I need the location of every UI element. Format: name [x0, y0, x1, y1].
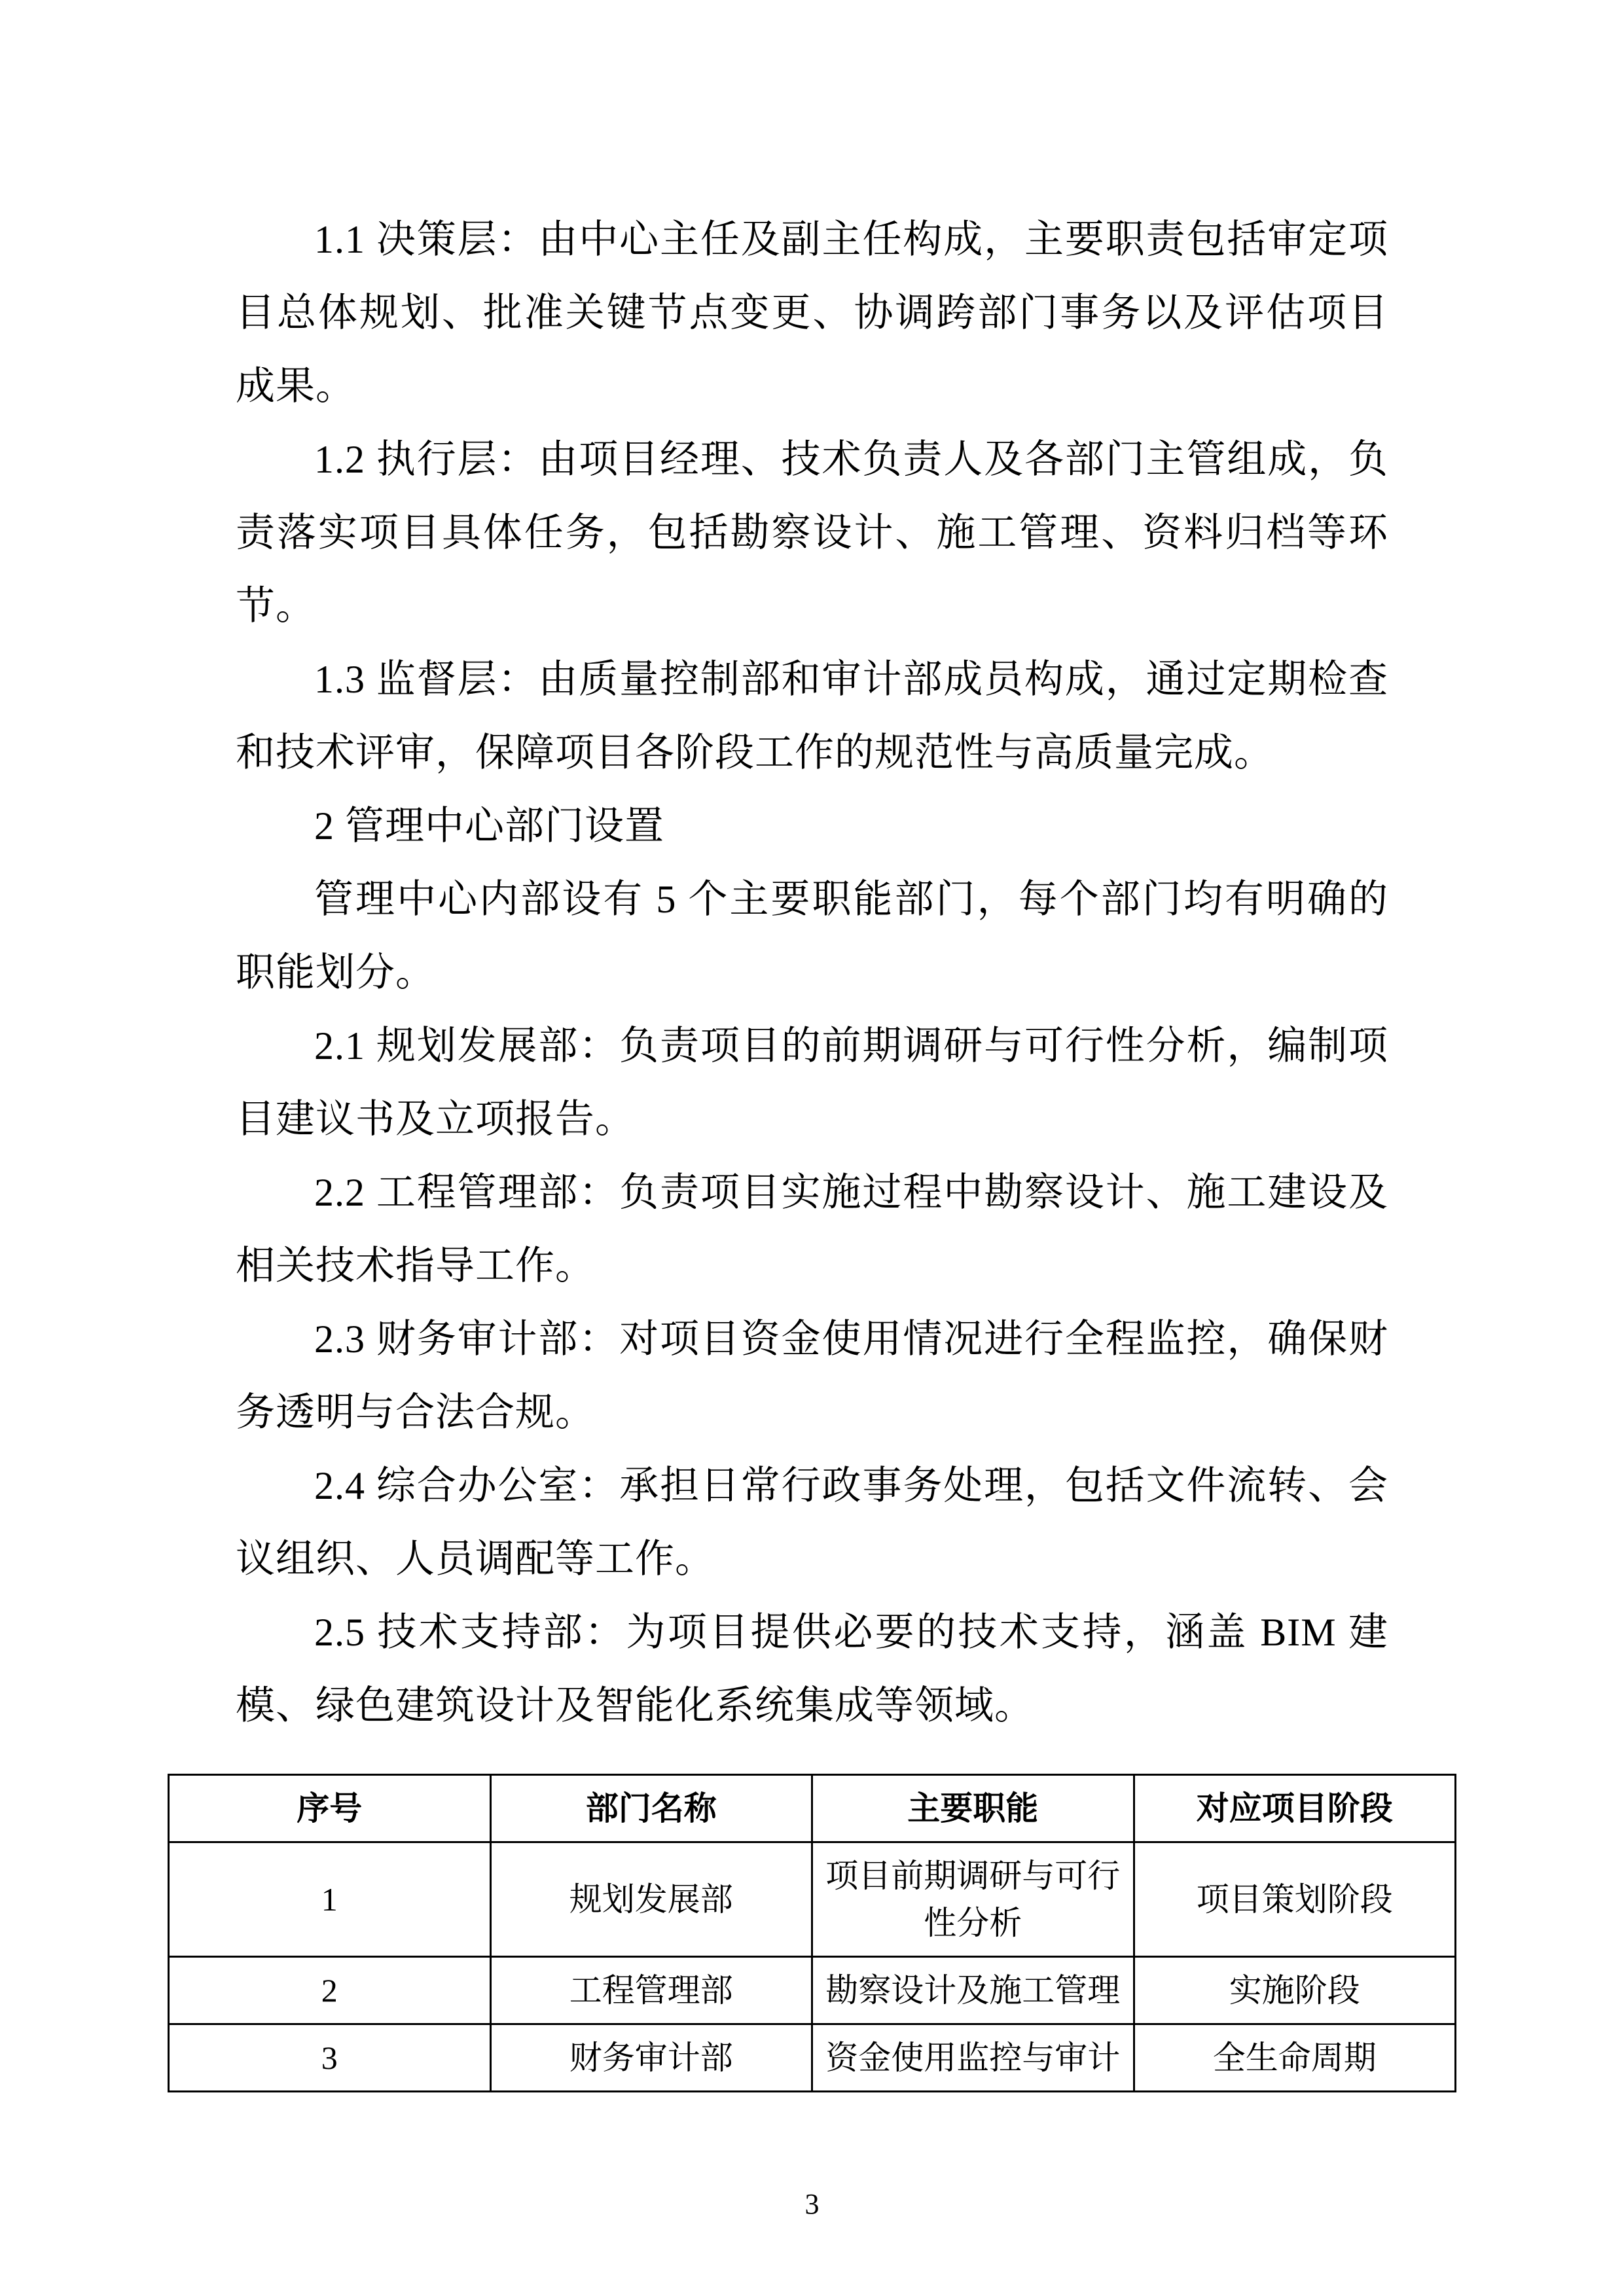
table-cell: 项目策划阶段: [1134, 1842, 1456, 1957]
table-cell: 财务审计部: [490, 2024, 812, 2092]
page-number: 3: [804, 2188, 820, 2220]
table-cell: 2: [169, 1957, 491, 2024]
table-cell: 勘察设计及施工管理: [812, 1957, 1134, 2024]
paragraph: 2.5 技术支持部：为项目提供必要的技术支持，涵盖 BIM 建模、绿色建筑设计及智能化系统集成等领域。: [236, 1611, 1388, 1727]
table-header-cell: 对应项目阶段: [1134, 1775, 1456, 1842]
paragraph: 1.3 监督层：由质量控制部和审计部成员构成，通过定期检查和技术评审，保障项目各阶段工作的规范性与高质量完成。: [236, 658, 1388, 774]
table-header-cell: 部门名称: [490, 1775, 812, 1842]
table-cell: 规划发展部: [490, 1842, 812, 1957]
paragraph: 2.3 财务审计部：对项目资金使用情况进行全程监控，确保财务透明与合法合规。: [236, 1318, 1388, 1434]
department-table: [168, 1774, 1456, 2092]
table-cell: 项目前期调研与可行性分析: [812, 1842, 1134, 1957]
table-header-row: [169, 1775, 1456, 1842]
paragraph: 2.1 规划发展部：负责项目的前期调研与可行性分析，编制项目建议书及立项报告。: [236, 1024, 1388, 1141]
paragraph: 1.2 执行层：由项目经理、技术负责人及各部门主管组成，负责落实项目具体任务，包括勘察设计、施工管理、资料归档等环节。: [236, 438, 1388, 628]
paragraph: 1.1 决策层：由中心主任及副主任构成，主要职责包括审定项目总体规划、批准关键节点变更、协调跨部门事务以及评估项目成果。: [236, 218, 1388, 408]
table-cell: 1: [169, 1842, 491, 1957]
document-body: [236, 203, 1388, 1742]
table-row: [169, 1957, 1456, 2024]
table-cell: 工程管理部: [490, 1957, 812, 2024]
table-cell: 实施阶段: [1134, 1957, 1456, 2024]
table-header-cell: 序号: [169, 1775, 491, 1842]
table-row: [169, 2024, 1456, 2092]
paragraph: 2.2 工程管理部：负责项目实施过程中勘察设计、施工建设及相关技术指导工作。: [236, 1171, 1388, 1287]
table-cell: 资金使用监控与审计: [812, 2024, 1134, 2092]
section-heading: 2 管理中心部门设置: [314, 804, 664, 848]
paragraph: 管理中心内部设有 5 个主要职能部门，每个部门均有明确的职能划分。: [236, 878, 1388, 994]
table-header-cell: 主要职能: [812, 1775, 1134, 1842]
table-cell: 全生命周期: [1134, 2024, 1456, 2092]
table-row: [169, 1842, 1456, 1957]
paragraph: 2.4 综合办公室：承担日常行政事务处理，包括文件流转、会议组织、人员调配等工作。: [236, 1464, 1388, 1581]
table-cell: 3: [169, 2024, 491, 2092]
